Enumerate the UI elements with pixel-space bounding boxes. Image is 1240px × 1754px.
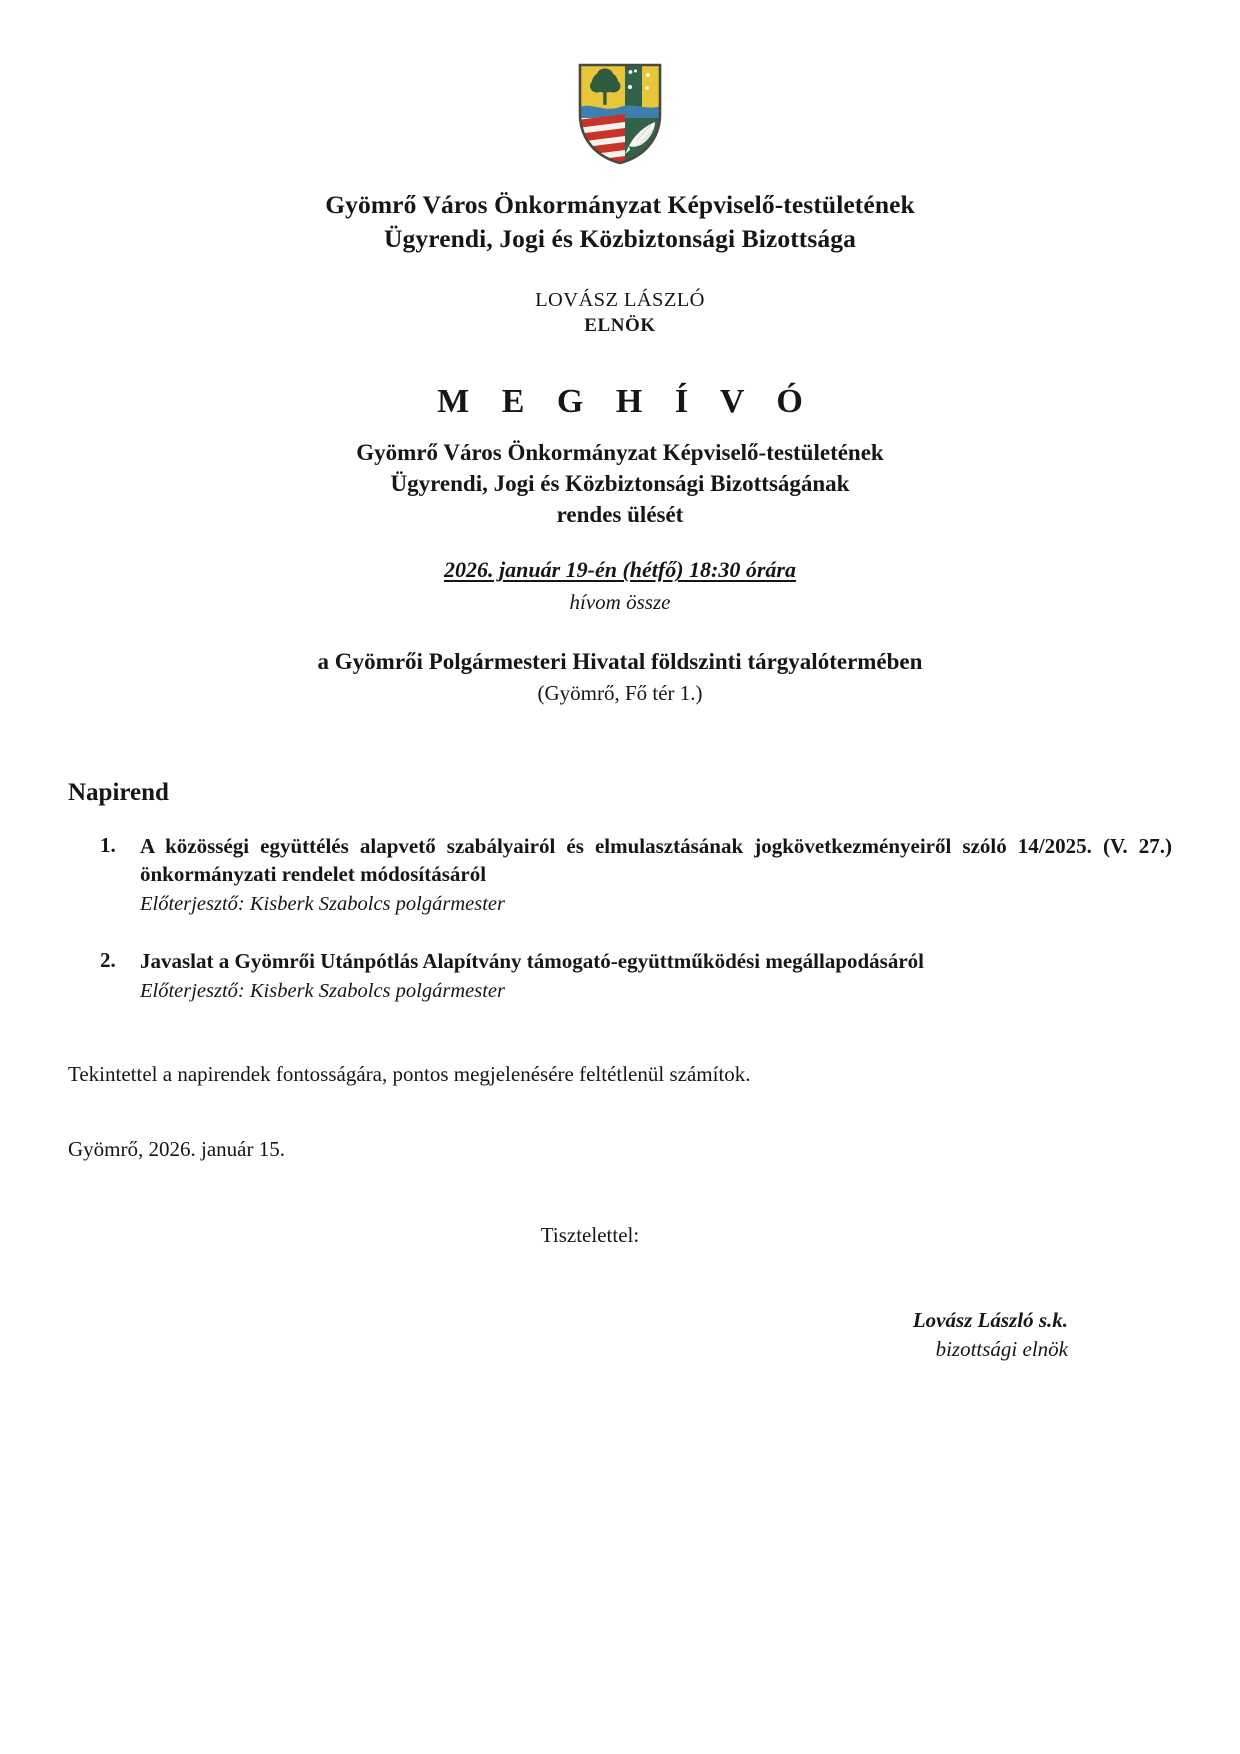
meeting-datetime: 2026. január 19-én (hétfő) 18:30 órára [443,557,796,583]
convene-text: hívom össze [569,590,671,615]
gyomro-coat-of-arms-icon [577,62,663,166]
crest-container [0,0,1240,166]
agenda-heading: Napirend [68,778,169,806]
agenda-item-number: 2. [100,948,116,973]
invitation-line-3: rendes ülését [556,502,684,528]
header-line-1: Gyömrő Város Önkormányzat Képviselő-testületének [325,190,915,219]
meeting-venue: a Gyömrői Polgármesteri Hivatal földszinti tárgyalótermében [317,649,923,675]
invitation-line-1: Gyömrő Város Önkormányzat Képviselő-testületének [356,439,884,465]
agenda-item-presenter: Előterjesztő: Kisberk Szabolcs polgármester [140,980,505,1003]
chair-name: LOVÁSZ LÁSZLÓ [535,289,705,312]
agenda-item-number: 1. [100,832,116,857]
meeting-datetime-block [0,556,1240,617]
signature-name: Lovász László s.k. [912,1307,1068,1332]
meeting-venue-block [0,647,1240,708]
agenda-item-title: A közösségi együttélés alapvető szabályairól és elmulasztásának jogkövetkezményeiről szóló 14/2025. (V. 27.) önkormányzati rendelet módosításáról [140,833,1172,886]
signature-block [0,1306,1240,1365]
chair-role: ELNÖK [584,314,656,336]
header-line-2: Ügyrendi, Jogi és Közbiztonsági Bizottsága [384,224,856,254]
signature-role: bizottsági elnök [935,1337,1068,1362]
agenda-item-title: Javaslat a Gyömrői Utánpótlás Alapítvány támogató-együttműködési megállapodásáról [140,949,925,974]
invitation-block [0,437,1240,531]
invitation-line-2: Ügyrendi, Jogi és Közbiztonsági Bizottságának [390,470,850,496]
agenda-item [100,948,1172,1006]
chair-block [0,288,1240,338]
closing-note: Tekintettel a napirendek fontosságára, pontos megjelenésére feltétlenül számítok. [68,1061,751,1086]
agenda-item-presenter: Előterjesztő: Kisberk Szabolcs polgármester [140,892,505,915]
place-and-date: Gyömrő, 2026. január 15. [68,1137,285,1162]
organisation-header [0,188,1240,256]
agenda-item [100,833,1172,919]
page-title: M E G H Í V Ó [437,382,815,420]
agenda-list [0,833,1240,1006]
regards-text: Tisztelettel: [540,1222,640,1247]
meeting-address: (Gyömrő, Fő tér 1.) [537,681,703,706]
